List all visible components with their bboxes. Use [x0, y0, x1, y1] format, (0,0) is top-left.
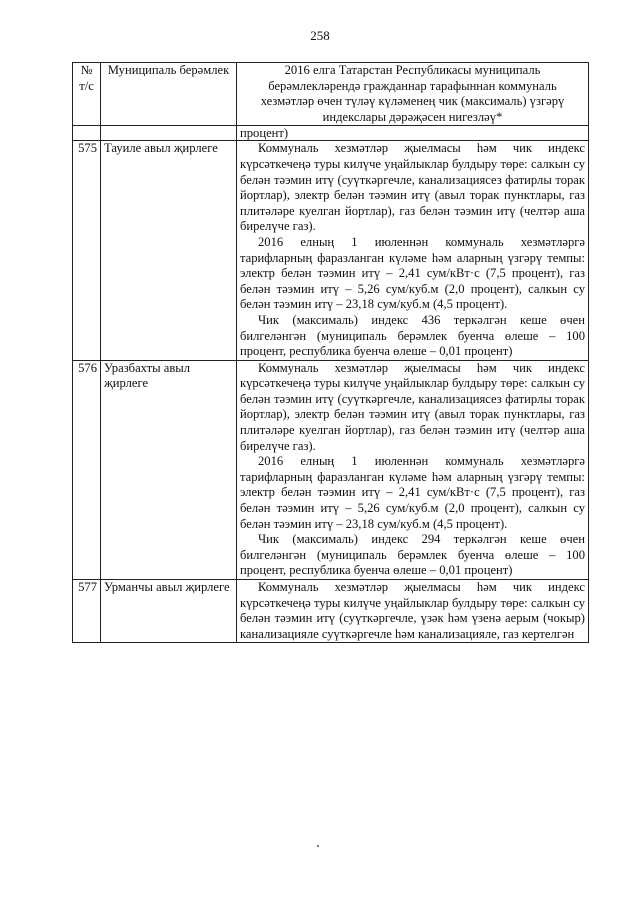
description-paragraph: Чик (максималь) индекс 436 теркәлгән кеше өчен билгеләнгән (муниципаль берәмлек буенча өлеше – 100 процент, республика буенча өлеше – 0,01 процент) [240, 312, 585, 359]
row-description [237, 141, 589, 360]
tariff-table [72, 62, 589, 643]
row-number: 577 [73, 580, 101, 643]
header-municipality: Муниципаль берәмлек [101, 63, 237, 126]
table-header-row [73, 63, 589, 126]
header-number: № т/с [73, 63, 101, 126]
row-number: 575 [73, 141, 101, 360]
table-row [73, 580, 589, 643]
table-row [73, 360, 589, 579]
continuation-text: процент) [237, 126, 589, 141]
header-description: 2016 елга Татарстан Республикасы муниципаль берәмлекләрендә гражданнар тарафыннан коммуналь хезмәтләр өчен түләү күләменең чик (максималь) үзгәрү индекслары дәрәҗәсен нигезләү* [237, 63, 589, 126]
description-paragraph: Коммуналь хезмәтләр җыелмасы һәм чик индекс күрсәткечеңә туры килүче уңайлыклар булдыру төре: салкын су белән тәэмин итү (суүткәргечле, үзәк һәм үзенә аерым (чокыр) канализацияле суүткәргечле һәм канализацияле, газ кертелгән [240, 580, 585, 641]
continuation-row [73, 126, 589, 141]
table-row [73, 141, 589, 360]
description-paragraph: Коммуналь хезмәтләр җыелмасы һәм чик индекс күрсәткечеңә туры килүче уңайлыклар булдыру төре: салкын су белән тәэмин итү (суүткәргечле, канализациясез фатирлы торак йортлар), электр белән тәэмин итү (авыл торак пунктлары, газ плитәләре куелган йортлар), газ белән тәэмин итү (челтәр аша бирелүче газ). [240, 141, 585, 234]
scan-speck [317, 845, 319, 847]
municipality-name: Уразбахты авыл җирлеге [101, 360, 237, 579]
row-description [237, 360, 589, 579]
page-number: 258 [310, 28, 330, 43]
municipality-name: Урманчы авыл җирлеге [101, 580, 237, 643]
row-number: 576 [73, 360, 101, 579]
description-paragraph: 2016 елның 1 июленнән коммуналь хезмәтләргә тарифларның фаразланган күләме һәм аларның үзгәрү темпы: электр белән тәэмин итү – 2,41 сум/кВт·с (7,5 процент), газ белән тәэмин итү – 5,26 сум/куб.м (2,0 процент), салкын су белән тәэмин итү – 23,18 сум/куб.м (4,5 процент). [240, 454, 585, 531]
row-description [237, 580, 589, 643]
description-paragraph: 2016 елның 1 июленнән коммуналь хезмәтләргә тарифларның фаразланган күләме һәм аларның үзгәрү темпы: электр белән тәэмин итү – 2,41 сум/кВт·с (7,5 процент), газ белән тәэмин итү – 5,26 сум/куб.м (2,0 процент), салкын су белән тәэмин итү – 23,18 сум/куб.м (4,5 процент). [240, 234, 585, 312]
municipality-name: Тауиле авыл җирлеге [101, 141, 237, 360]
description-paragraph: Чик (максималь) индекс 294 теркәлгән кеше өчен билгеләнгән (муниципаль берәмлек буенча өлеше – 100 процент, республика буенча өлеше – 0,01 процент) [240, 532, 585, 578]
description-paragraph: Коммуналь хезмәтләр җыелмасы һәм чик индекс күрсәткечеңә туры килүче уңайлыклар булдыру төре: салкын су белән тәэмин итү (суүткәргечле, канализациясез фатирлы торак йортлар), электр белән тәэмин итү (авыл торак пунктлары, газ плитәләре куелган йортлар), газ белән тәэмин итү (челтәр аша бирелүче газ). [240, 360, 585, 453]
